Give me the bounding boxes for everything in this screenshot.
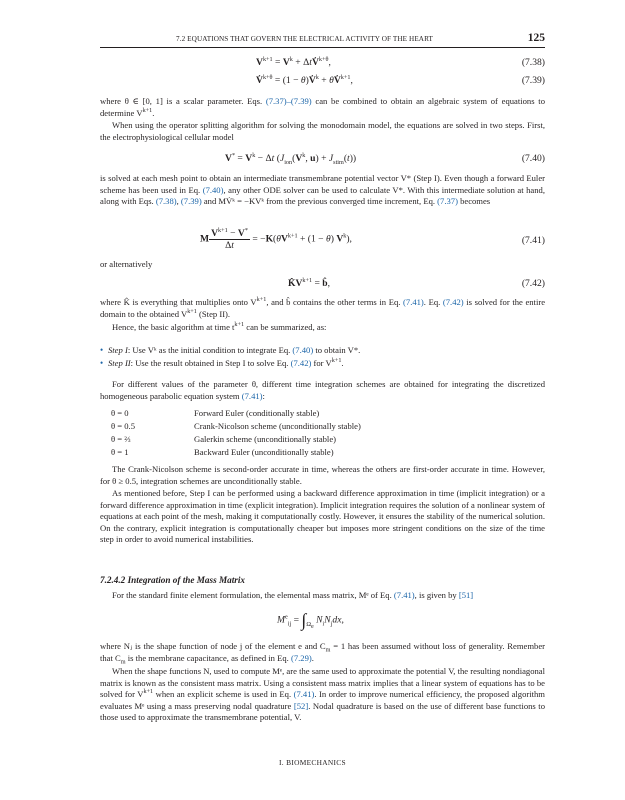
equation-link[interactable]: (7.41) xyxy=(403,297,424,307)
equation-body: M $\frac{V^{k+1} - V^*}{\Delta t}$ = $-K(\theta V^{k+1} + (1 - \theta)$ $V^k$), xyxy=(200,226,352,251)
bullet-icon: • xyxy=(100,358,104,368)
equation-link[interactable]: (7.41) xyxy=(293,689,315,700)
equation-link[interactable]: (7.41) xyxy=(393,590,415,600)
equation-link[interactable]: (7.42) xyxy=(290,358,312,368)
paragraph: When using the operator splitting algorithm for solving the monodomain model, the equations are solved in two steps. First, the electrophysiological cellular model xyxy=(100,120,545,142)
equation-7-39 xyxy=(100,75,545,89)
running-footer: I. BIOMECHANICS xyxy=(279,758,346,767)
paragraph: where Nⱼ is the shape function of node j of the element e and $C_m = 1$ has been assumed without loss of generality. Remember that $C_m$ is the membrane capacitance, as defined in Eq. (7.29). xyxy=(100,641,546,666)
equation-link[interactable]: (7.37)–(7.39) xyxy=(265,96,312,106)
page-number: 125 xyxy=(527,32,545,44)
equation-link[interactable]: (7.41) xyxy=(241,390,263,401)
equation-7-40 xyxy=(100,153,545,167)
equation-7-38 xyxy=(100,57,545,71)
bullet-icon: • xyxy=(100,345,104,355)
header-rule xyxy=(100,47,545,48)
page: 7.2 EQUATIONS THAT GOVERN THE ELECTRICAL ACTIVITY OF THE HEART 125 $V^{k+1} = V^k$ + ΔtV̇$^{k+\theta}$, (7.38) V̇$^{k+\theta}$ = (1 − θ)V̇$^k$ + θV̇$^{k+1}$, (7.39) where θ ∈ [0, 1] is a scalar parameter. Eqs. (7.37)–(7.39) can be combined to obtain an algebraic system of equations to determine $V^{k+1}$. When using the operator splitting algorithm for solving the monodomain model, the equations are solved in two steps. First, the electrophysiological cellular model $V^* = V^k - \Delta t$ ($J_{ion}(V^k$, $u) + J_{stim}(t)$) (7.40) is solved at each mesh point to obtain an intermediate transmembrane potential vector V* (Step I). Even though a forward Euler scheme has been used in Eq. (7.40), any other ODE solver can be used to calculate V*. With this intermediate solution at hand, along with Eqs. (7.38), (7.39) and MV̇ᵏ = −KVᵏ from the previous converged time increment, Eq. (7.37) becomes M $\frac{V^{k+1} - V^*}{\Delta t}$ = $-K(\theta V^{k+1} + (1 - \theta)$ $V^k$), (7.41) or alternatively $K̂V^{k+1}$ = b̂, (7.42) where K̂ is everything that multiplies onto $V^{k+1}$, and b̂ contains the other terms in Eq. (7.41). Eq. (7.42) is solved for the entire domain to the obtained $V^{k+1}$ (Step II). Hence, the basic algorithm at time $t^{k+1}$ can be summarized, as: • Step I: Use Vᵏ as the initial condition to integrate Eq. (7.40) to obtain V*. • Step II: Use the result obtained in Step I to solve Eq. (7.42) for $V^{k+1}$. For different values of the parameter θ, different time integration schemes are obtained for integrating the discretized homogeneous parabolic equation system (7.41): θ = 0 Forward Euler (conditionally stable) θ = 0.5 Crank-Nicolson scheme (unconditionally stable) θ = ⅔ Galerkin scheme (unconditionally stable) θ = 1 Backward Euler (unconditionally stable) The Crank-Nicolson scheme is second-order accurate in time, whereas the others are first-order accurate in time. However, for θ ≥ 0.5, integration schemes are unconditionally stable. As mentioned before, Step I can be performed using a backward difference approximation in time (implicit integration) or a forward difference approximation in time (explicit integration). Implicit integration requires the solution of a nonlinear system of equations at each point of the mesh, making it computationally costly. However, it ensures the stability of the numerical solution. On the contrary, explicit integration is computationally cheaper but imposes more stringent conditions on the size of the time step in order to avoid numerical instabilities. 7.2.4.2 Integration of the Mass Matrix For the standard finite element formulation, the elemental mass matrix, Mᵉ of Eq. (7.41), is given by [51] $M^e_{ij} = \int_{\Omega_e}$ $N_iN_jdx$, where Nⱼ is the shape function of node j of the element e and $C_m = 1$ has been assumed without loss of generality. Remember that $C_m$ is the membrane capacitance, as defined in Eq. (7.29). When the shape functions N, used to compute Mᵉ, are the same used to approximate the potential V, the resulting nondiagonal matrix is known as the consistent mass matrix. Using a consistent mass matrix implies that a linear system of equations has to be solved for $V^{k+1}$ when an explicit scheme is used in Eq. (7.41). In order to improve numerical efficiency, the proposed algorithm evaluates Mᵉ using a mass preserving nodal quadrature [52]. Nodal quadrature is based on the use of different base functions to those used to approximate the transmembrane potential, V. I. BIOMECHANICS xyxy=(0,0,625,800)
paragraph: where θ ∈ [0, 1] is a scalar parameter. Eqs. (7.37)–(7.39) can be combined to obtain an algebraic system of equations to determine $V^{k+1}$. xyxy=(100,96,545,118)
paragraph: For different values of the parameter θ, different time integration schemes are obtained for integrating the discretized homogeneous parabolic equation system (7.41): xyxy=(100,379,545,401)
equation-7-42 xyxy=(100,278,545,292)
equation-link[interactable]: (7.40) xyxy=(292,345,314,355)
mass-matrix-equation xyxy=(100,606,545,634)
equation-number: (7.38) xyxy=(521,57,545,68)
equation-link[interactable]: (7.40) xyxy=(202,184,224,195)
equation-body: V̇$^{k+\theta}$ = (1 − θ)V̇$^k$ + θV̇$^{k+1}$, xyxy=(256,73,353,86)
equation-link[interactable]: (7.29) xyxy=(290,652,312,663)
paragraph: For the standard finite element formulation, the elemental mass matrix, Mᵉ of Eq. (7.41), is given by [51] xyxy=(112,590,474,600)
equation-number: (7.40) xyxy=(521,153,545,164)
equation-link[interactable]: (7.42) xyxy=(442,297,464,307)
equation-number: (7.42) xyxy=(521,278,545,289)
equation-body: $V^{k+1} = V^k$ + ΔtV̇$^{k+\theta}$, xyxy=(256,55,331,68)
citation-link[interactable]: [51] xyxy=(458,590,474,600)
equation-number: (7.39) xyxy=(521,75,545,86)
paragraph: As mentioned before, Step I can be performed using a backward difference approximation in time (implicit integration) or a forward difference approximation in time (explicit integration). Implicit integration requires the solution of a nonlinear system of equations at each point of the mesh, making it computationally costly. However, it ensures the stability of the numerical solution. On the contrary, explicit integration is computationally cheaper but imposes more stringent conditions on the size of the time step in order to avoid numerical instabilities. xyxy=(100,488,545,545)
equation-body: $V^* = V^k - \Delta t$ ($J_{ion}(V^k$, $u) + J_{stim}(t)$) xyxy=(225,151,357,166)
paragraph: where K̂ is everything that multiplies onto $V^{k+1}$, and b̂ contains the other terms in Eq. (7.41). Eq. (7.42) is solved for the entire domain to the obtained $V^{k+1}$ (Step II). xyxy=(100,296,546,319)
equation-link[interactable]: (7.37) xyxy=(437,196,458,207)
equation-link[interactable]: (7.39) xyxy=(180,196,202,207)
paragraph: or alternatively xyxy=(100,259,153,269)
paragraph: The Crank-Nicolson scheme is second-order accurate in time, whereas the others are first-order accurate in time. However, for θ ≥ 0.5, integration schemes are unconditionally stable. xyxy=(100,464,545,486)
equation-body: $K̂V^{k+1}$ = b̂, xyxy=(288,276,331,289)
equation-link[interactable]: (7.38) xyxy=(155,196,177,207)
equation-body: $M^e_{ij} = \int_{\Omega_e}$ $N_iN_jdx$, xyxy=(277,610,344,630)
section-heading: 7.2.4.2 Integration of the Mass Matrix xyxy=(100,575,245,585)
paragraph: is solved at each mesh point to obtain an intermediate transmembrane potential vector V* (Step I). Even though a forward Euler scheme has been used in Eq. (7.40), any other ODE solver can be used to calculate V*. With this intermediate solution at hand, along with Eqs. (7.38), (7.39) and MV̇ᵏ = −KVᵏ from the previous converged time increment, Eq. (7.37) becomes xyxy=(100,173,545,207)
paragraph: Hence, the basic algorithm at time $t^{k+1}$ can be summarized, as: xyxy=(112,321,327,332)
chapter-section-title: 7.2 EQUATIONS THAT GOVERN THE ELECTRICAL ACTIVITY OF THE HEART xyxy=(176,35,434,43)
equation-number: (7.41) xyxy=(521,235,545,246)
equation-7-41 xyxy=(100,228,545,254)
paragraph: When the shape functions N, used to compute Mᵉ, are the same used to approximate the potential V, the resulting nondiagonal matrix is known as the consistent mass matrix. Using a consistent mass matrix implies that a linear system of equations has to be solved for $V^{k+1}$ when an explicit scheme is used in Eq. (7.41). In order to improve numerical efficiency, the proposed algorithm evaluates Mᵉ using a mass preserving nodal quadrature [52]. Nodal quadrature is based on the use of different base functions to those used to approximate the transmembrane potential, V. xyxy=(100,666,545,723)
running-header xyxy=(100,33,545,47)
citation-link[interactable]: [52] xyxy=(293,700,309,711)
